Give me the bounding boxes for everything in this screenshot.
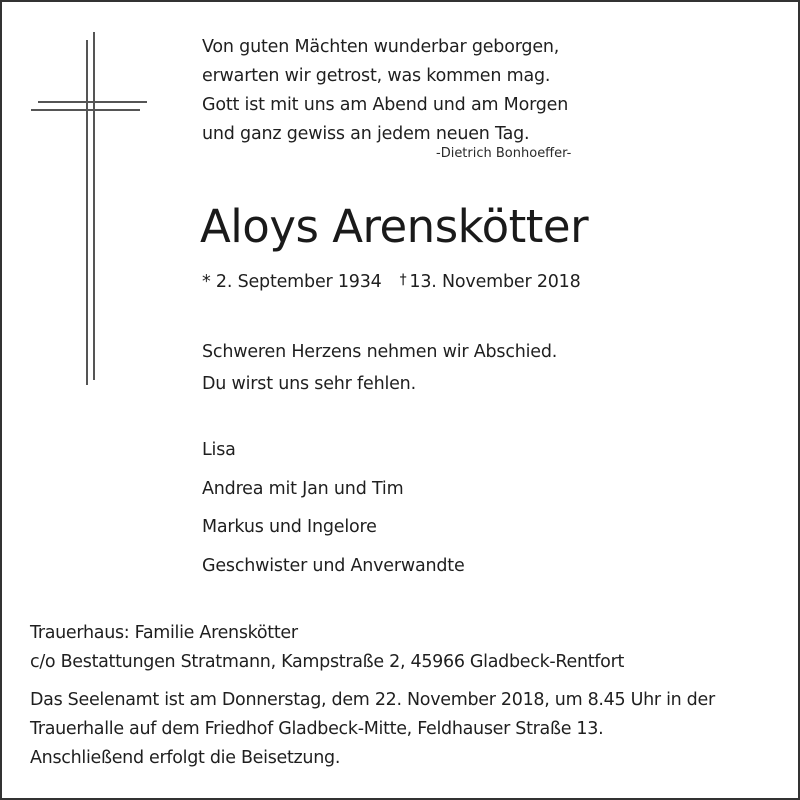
mourner-item: Andrea mit Jan und Tim (202, 478, 404, 499)
farewell-line: Schweren Herzens nehmen wir Abschied. (202, 342, 558, 362)
mourning-house (30, 619, 624, 677)
mourner-item: Markus und Ingelore (202, 517, 377, 537)
house-line: c/o Bestattungen Stratmann, Kampstraße 2, 45966 Gladbeck-Rentfort (30, 652, 625, 672)
farewell-line: Du wirst uns sehr fehlen. (202, 374, 416, 394)
quote-line: und ganz gewiss an jedem neuen Tag. (202, 124, 530, 144)
house-line: Trauerhaus: Familie Arenskötter (30, 623, 298, 643)
birth-date: * 2. September 1934 (202, 272, 382, 292)
mourner-item: Lisa (202, 440, 236, 460)
deceased-name: Aloys Arenskötter (200, 200, 589, 253)
service-info (30, 686, 715, 773)
quote-line: Gott ist mit uns am Abend und am Morgen (202, 95, 569, 115)
service-line: Das Seelenamt ist am Donnerstag, dem 22. November 2018, um 8.45 Uhr in der (30, 690, 715, 710)
life-dates (202, 272, 581, 292)
dagger-symbol: † (399, 272, 407, 288)
bonhoeffer-quote (202, 33, 568, 149)
farewell-text (202, 336, 557, 400)
cross-icon (0, 0, 160, 400)
mourners-list (202, 431, 465, 585)
service-line: Trauerhalle auf dem Friedhof Gladbeck-Mitte, Feldhauser Straße 13. (30, 719, 604, 739)
death-date: 13. November 2018 (409, 272, 581, 292)
mourner-item: Geschwister und Anverwandte (202, 555, 465, 576)
quote-author: -Dietrich Bonhoeffer- (436, 146, 572, 161)
service-line: Anschließend erfolgt die Beisetzung. (30, 748, 341, 768)
quote-line: erwarten wir getrost, was kommen mag. (202, 66, 551, 86)
quote-line: Von guten Mächten wunderbar geborgen, (202, 37, 560, 57)
